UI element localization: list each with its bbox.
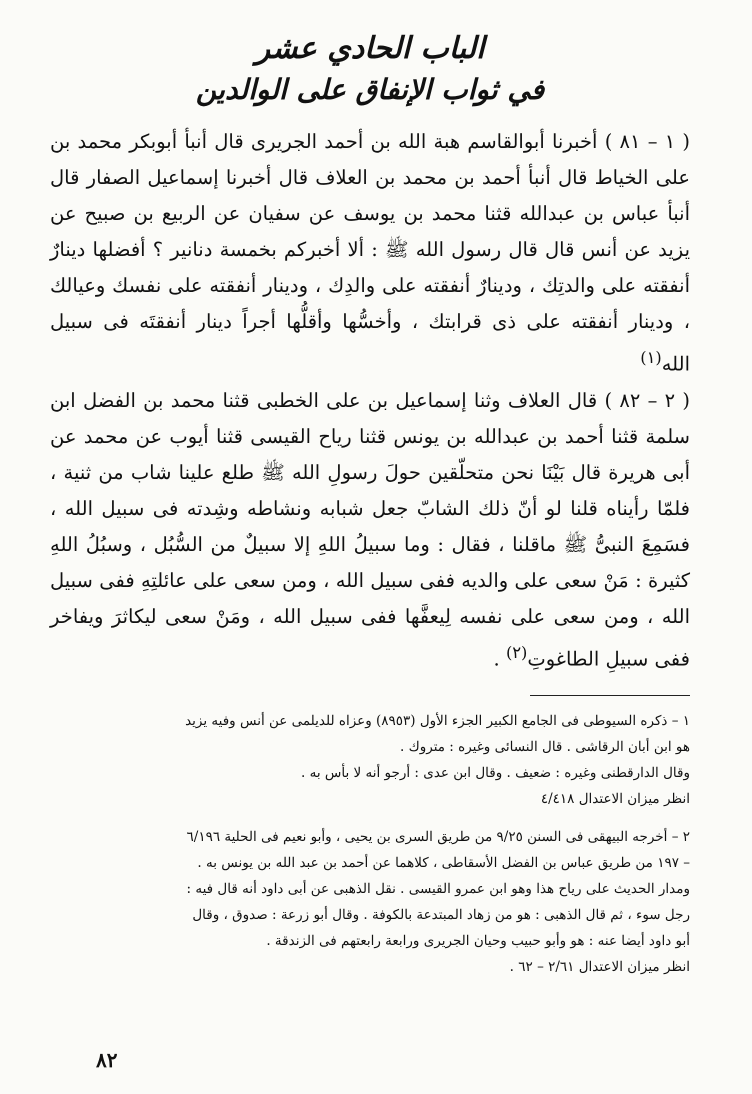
page-number: ٨٢: [96, 1048, 118, 1072]
hadith-paragraph: [50, 124, 690, 383]
hadith-text: أخبرنا أبوالقاسم هبة الله بن أحمد الجريرى قال أنبأ أبوبكر محمد بن على الخياط قال أنبأ أحمد بن محمد بن العلاف قال أخبرنا إسماعيل الصفار قال أنبأ عباس بن عبدالله قثنا محمد بن يوسف عن سفيان عن الربيع بن صبيح عن يزيد عن أنس قال قال رسول الله ﷺ : ألا أخبركم بخمسة دنانير ؟ أفضلها دينارٌ أنفقته على والدتِك ، ودينارٌ أنفقته على والدِك ، ودينار أنفقته على نفسك وعيالك ، ودينار أنفقته على ذى قرابتك ، وأخسُّها وأقلُّها أجراً دينار أنفقتَه فى سبيل الله: [50, 130, 690, 376]
hadith-text: قال العلاف وثنا إسماعيل بن على الخطبى قثنا محمد بن الفضل ابن سلمة قثنا أحمد بن عبدالله بن يونس قثنا رياح القيسى قثنا أيوب عن محمد عن أبى هريرة قال بَيْنَا نحن متحلّقين حولَ رسولِ الله ﷺ طلع علينا شاب من ثنية ، فلمّا رأيناه قلنا لو أنّ ذلك الشابّ جعل شبابه ونشاطه وشِدته فى سبيل الله ، فسَمِعَ النبىُّ ﷺ ماقلنا ، فقال : وما سبيلُ اللهِ إلا سبيلٌ من السُّبُل ، وسبُلُ اللهِ كثيرة : مَنْ سعى على والديه ففى سبيل الله ، ومن سعى على عائلتِهِ ففى سبيل الله ، ومن سعى على نفسه لِيعفَّها ففى سبيل الله ، ومَنْ سعى ليكاثرَ ويفاخر ففى سبيلِ الطاغوتِ: [50, 388, 690, 670]
footnote-line: ١ – ذكره السيوطى فى الجامع الكبير الجزء الأول (٨٩٥٣) وعزاه للديلمى عن أنس وفيه يزيد: [185, 713, 690, 729]
footnote-line: – ١٩٧ من طريق عباس بن الفضل الأسقاطى ، كلاهما عن أحمد بن عبد الله بن يونس به .: [197, 855, 690, 871]
main-text: [50, 124, 690, 677]
footnote-ref: (١): [640, 348, 662, 367]
footnote-line: ٢ – أخرجه البيهقى فى السنن ٩/٢٥ من طريق السرى بن يحيى ، وأبو نعيم فى الحلية ٦/١٩٦: [186, 829, 690, 845]
footnote-line: هو ابن أبان الرقاشى . قال النسائى وغيره : متروك .: [400, 739, 690, 755]
footnote-line: ومدار الحديث على رياح هذا وهو ابن عمرو القيسى . نقل الذهبى عن أبى داود أنه قال فيه :: [186, 881, 690, 897]
footnote: [50, 824, 690, 980]
hadith-end: .: [493, 647, 506, 670]
footnote-divider: [530, 695, 690, 696]
footnotes: [50, 708, 690, 980]
chapter-heading: [50, 28, 690, 110]
chapter-subtitle: في ثواب الإنفاق على الوالدين: [195, 73, 545, 106]
chapter-title: الباب الحادي عشر: [255, 31, 485, 66]
footnote-ref: (٢): [505, 642, 528, 662]
hadith-paragraph: [50, 383, 690, 678]
footnote-line: أبو داود أيضا عنه : هو وأبو حبيب وحيان الجريرى ورابعة رابعتهم فى الزندقة .: [266, 933, 690, 949]
hadith-number: ( ١ – ٨١ ): [604, 130, 691, 153]
hadith-number: ( ٢ – ٨٢ ): [604, 388, 690, 412]
footnote: [50, 708, 690, 812]
footnote-line: انظر ميزان الاعتدال ٤/٤١٨: [540, 791, 690, 807]
footnote-line: انظر ميزان الاعتدال ٢/٦١ – ٦٢ .: [509, 959, 690, 975]
footnote-line: وقال الدارقطنى وغيره : ضعيف . وقال ابن عدى : أرجو أنه لا بأس به .: [301, 765, 690, 781]
footnote-line: رجل سوء ، ثم قال الذهبى : هو من زهاد المبتدعة بالكوفة . وقال أبو زرعة : صدوق ، وقال: [192, 907, 690, 923]
